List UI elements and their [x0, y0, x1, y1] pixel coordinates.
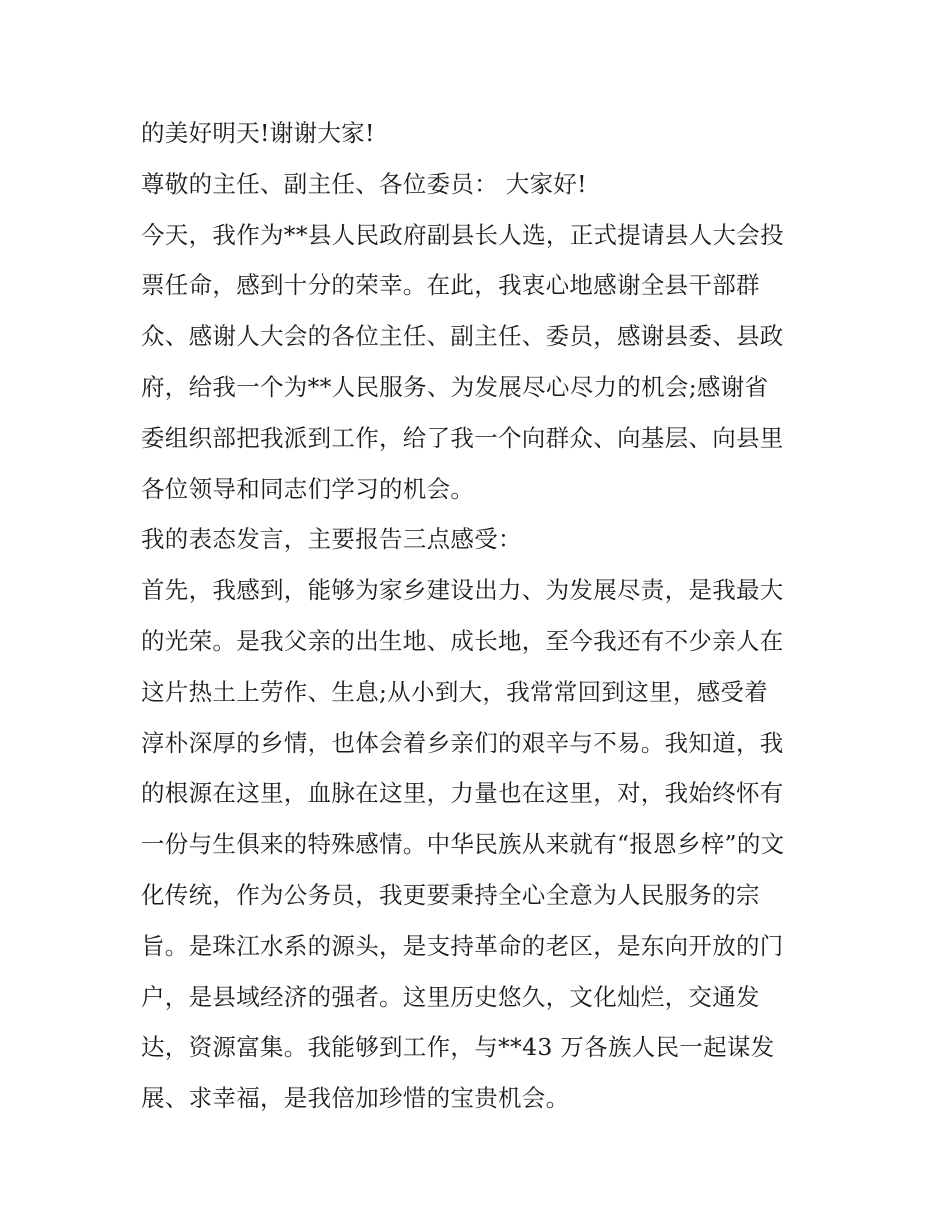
text-line: 的光荣。是我父亲的出生地、成长地，至今我还有不少亲人在 [141, 626, 784, 655]
text-line: 今天，我作为**县人民政府副县长人选，正式提请县人大会投 [141, 220, 784, 249]
text-line: 一份与生俱来的特殊感情。中华民族从来就有“报恩乡梓”的文 [141, 830, 785, 859]
text-line: 首先，我感到，能够为家乡建设出力、为发展尽责，是我最大 [141, 576, 784, 605]
text-line: 户，是县域经济的强者。这里历史悠久，文化灿烂，交通发 [141, 982, 760, 1011]
text-line: 的根源在这里，血脉在这里，力量也在这里，对，我始终怀有 [141, 779, 784, 808]
text-line: 尊敬的主任、副主任、各位委员： 大家好! [141, 169, 587, 198]
text-line: 票任命，感到十分的荣幸。在此，我衷心地感谢全县干部群 [141, 271, 760, 300]
text-line: 化传统，作为公务员，我更要秉持全心全意为人民服务的宗 [141, 880, 760, 909]
text-line: 的美好明天!谢谢大家! [141, 119, 375, 147]
document-body [141, 108, 813, 1124]
text-line: 各位领导和同志们学习的机会。 [141, 474, 475, 503]
text-line: 委组织部把我派到工作，给了我一个向群众、向基层、向县里 [141, 423, 784, 452]
text-line: 我的表态发言，主要报告三点感受： [141, 525, 522, 554]
text-line: 众、感谢人大会的各位主任、副主任、委员，感谢县委、县政 [141, 322, 784, 351]
text-line: 淳朴深厚的乡情，也体会着乡亲们的艰辛与不易。我知道，我 [141, 728, 784, 757]
text-line: 府，给我一个为**人民服务、为发展尽心尽力的机会;感谢省 [141, 372, 769, 401]
text-line: 达，资源富集。我能够到工作，与**43 万各族人民一起谋发 [141, 1033, 775, 1062]
text-line: 展、求幸福，是我倍加珍惜的宝贵机会。 [141, 1084, 570, 1113]
text-line: 这片热土上劳作、生息;从小到大，我常常回到这里，感受着 [141, 677, 769, 706]
text-line: 旨。是珠江水系的源头，是支持革命的老区，是东向开放的门 [141, 931, 784, 960]
